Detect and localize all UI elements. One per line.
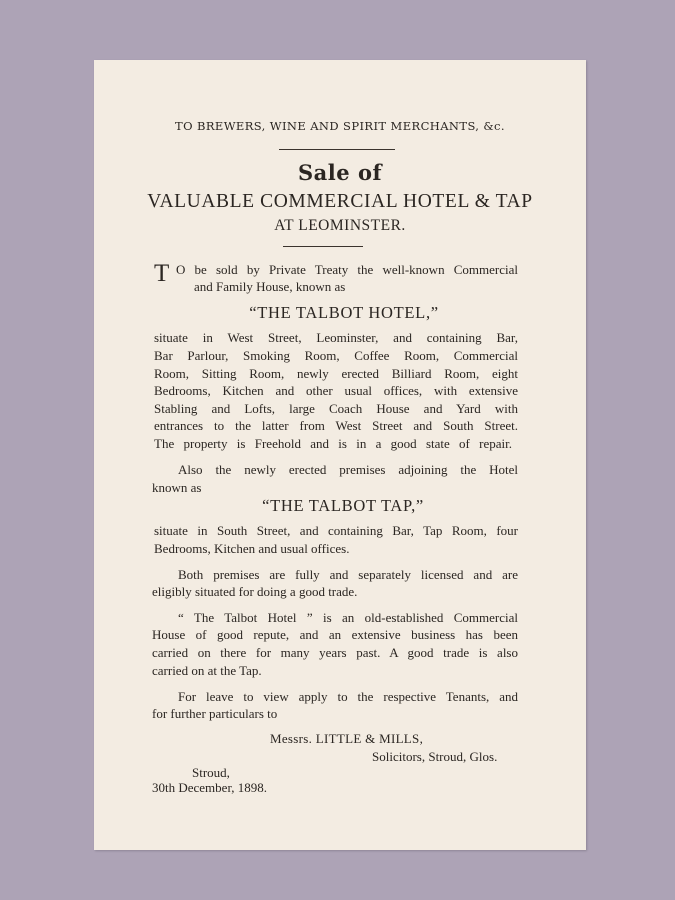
para2-line: situate in West Street, Leominster, and containing Bar,	[154, 330, 518, 345]
para3-line1: Also the newly erected premises adjoining the Hotel	[178, 462, 518, 477]
property-title: VALUABLE COMMERCIAL HOTEL & TAP	[147, 191, 533, 212]
solicitors-name: Messrs. LITTLE & MILLS,	[270, 731, 424, 746]
para2-line: Bedrooms, Kitchen and other usual offices, with extensive	[154, 383, 518, 398]
tap-name: “THE TALBOT TAP,”	[262, 496, 424, 515]
para1-line1: O be sold by Private Treaty the well-known Commercial	[176, 262, 518, 277]
notice-date: 30th December, 1898.	[152, 780, 268, 795]
para6-line3: carried on there for many years past. A good trade is also	[152, 645, 518, 660]
para3-line2: known as	[152, 480, 202, 495]
para5-line2: eligibly situated for doing a good trade.	[152, 584, 358, 599]
hotel-name: “THE TALBOT HOTEL,”	[249, 303, 439, 322]
para6-line1: “ The Talbot Hotel ” is an old-established Commercial	[178, 610, 518, 625]
drop-cap: T	[154, 260, 170, 287]
para6-line2: House of good repute, and an extensive business has been	[152, 627, 518, 642]
para4-line2: Bedrooms, Kitchen and usual offices.	[154, 541, 350, 556]
para5-line1: Both premises are fully and separately licensed and are	[178, 567, 518, 582]
para6-line4: carried on at the Tap.	[152, 663, 262, 678]
auction-notice-sheet	[94, 60, 586, 850]
para2-line: Bar Parlour, Smoking Room, Coffee Room, Commercial	[154, 348, 518, 363]
para2-line: Room, Sitting Room, newly erected Billiard Room, eight	[154, 366, 518, 381]
property-location: AT LEOMINSTER.	[274, 217, 406, 234]
para4-line1: situate in South Street, and containing Bar, Tap Room, four	[154, 523, 518, 538]
notice-heading: TO BREWERS, WINE AND SPIRIT MERCHANTS, &c.	[175, 119, 505, 133]
para7-line2: for further particulars to	[152, 706, 278, 721]
para7-line1: For leave to view apply to the respective Tenants, and	[178, 689, 518, 704]
para1-line2: and Family House, known as	[194, 279, 346, 294]
solicitors-address: Solicitors, Stroud, Glos.	[372, 749, 498, 764]
para2-line: Stabling and Lofts, large Coach House and Yard with	[154, 401, 518, 416]
place-name: Stroud,	[192, 765, 230, 780]
para2-line: The property is Freehold and is in a good state of repair.	[154, 436, 512, 451]
divider-middle	[283, 246, 363, 247]
para2-line: entrances to the latter from West Street and South Street.	[154, 418, 518, 433]
sale-of-title: Sale of	[298, 160, 382, 185]
divider-top	[279, 149, 395, 150]
